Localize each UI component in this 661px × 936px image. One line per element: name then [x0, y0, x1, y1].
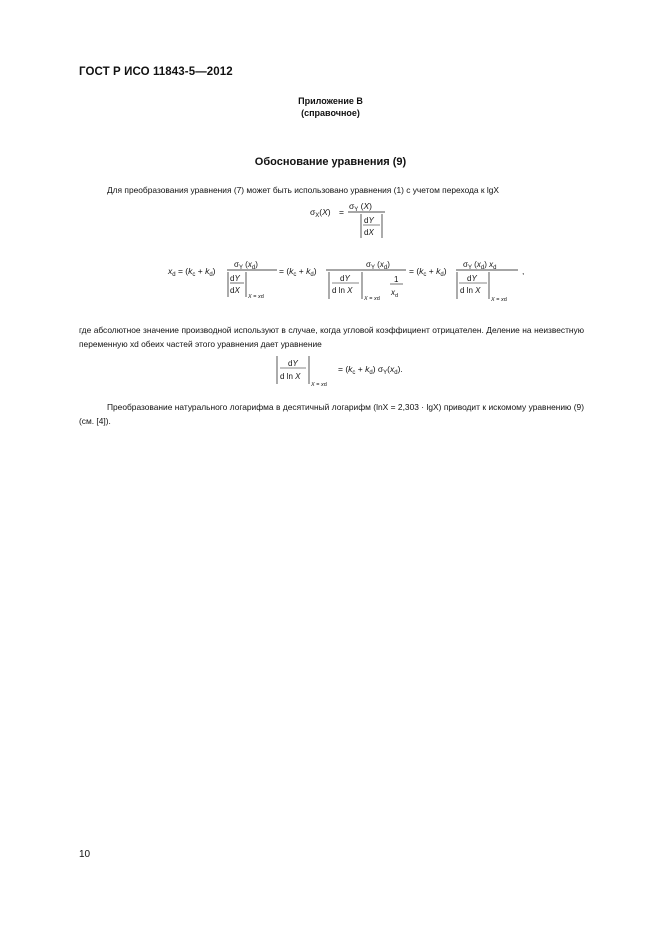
page-number: 10 [79, 849, 91, 860]
svg-text:σY (xd): $\sigma_Y$ $(x_d)$ [366, 260, 390, 271]
annex-title: Приложение В [298, 96, 363, 106]
formula-xd [168, 255, 528, 305]
formula-derivative [275, 353, 425, 393]
svg-text:σY (xd): $\sigma_Y$ $(x_d)$ [234, 260, 258, 271]
svg-text:=: = [339, 207, 344, 217]
svg-text:σX(X): $\sigma_X(X)$ [310, 207, 331, 219]
svg-text:dY: dY [288, 359, 298, 368]
svg-text:d ln X: d ln X [280, 372, 301, 381]
svg-text:X = xd: X = xd [491, 297, 507, 303]
svg-text:= (kc + kd): = $(k_c + k_d)$ [279, 266, 317, 278]
section-title: Обоснование уравнения (9) [254, 156, 407, 168]
svg-text:X = xd: X = xd [311, 382, 327, 388]
svg-text:σY (X): $\sigma_Y$ (X) [349, 201, 372, 213]
svg-text:dX: dX [364, 228, 374, 237]
svg-text:dY: dY [467, 274, 477, 283]
svg-text:1: 1 [394, 275, 399, 284]
svg-text:X = xd: X = xd [364, 296, 380, 302]
svg-text:σY (xd) xd: $\sigma_Y$ $(x_d)$ $x_d$ [463, 260, 497, 271]
svg-text:xd: $x_d$ [391, 288, 399, 299]
svg-text:dY: dY [340, 274, 350, 283]
svg-text:,: , [522, 266, 525, 276]
annex-subtitle: (справочное) [301, 108, 360, 118]
intro-paragraph: Для преобразования уравнения (7) может быть использовано уравнения (1) с учетом перехода к lgX [107, 185, 500, 195]
svg-text:xd = (kc + kd): $x_d = (k_c + k_d)$ [168, 266, 216, 278]
middle-paragraph: где абсолютное значение производной используют в случае, когда угловой коэффициент отрицателен. Деление на неизвестную переменную xd обеих частей этого уравнения дает уравнение [79, 325, 584, 349]
svg-text:= (kc + kd): = $(k_c + k_d)$ [409, 266, 447, 278]
document-header: ГОСТ Р ИСО 11843-5—2012 [79, 66, 233, 78]
svg-text:d ln X: d ln X [460, 286, 481, 295]
final-paragraph: Преобразование натурального логарифма в десятичный логарифм (lnX = 2,303 · lgX) приводит к искомому уравнению (9) (см. [4]). [79, 402, 584, 426]
svg-text:d ln X: d ln X [332, 286, 353, 295]
svg-text:X = xd: X = xd [248, 294, 264, 300]
svg-text:dY: dY [230, 274, 240, 283]
formula-sigma-x [310, 200, 390, 242]
svg-text:dY: dY [364, 216, 374, 225]
svg-text:dX: dX [230, 286, 240, 295]
svg-text:= (kc + kd) σY(xd).: = $(k_c + k_d)$ $\sigma_Y(x_d)$. [338, 364, 403, 376]
